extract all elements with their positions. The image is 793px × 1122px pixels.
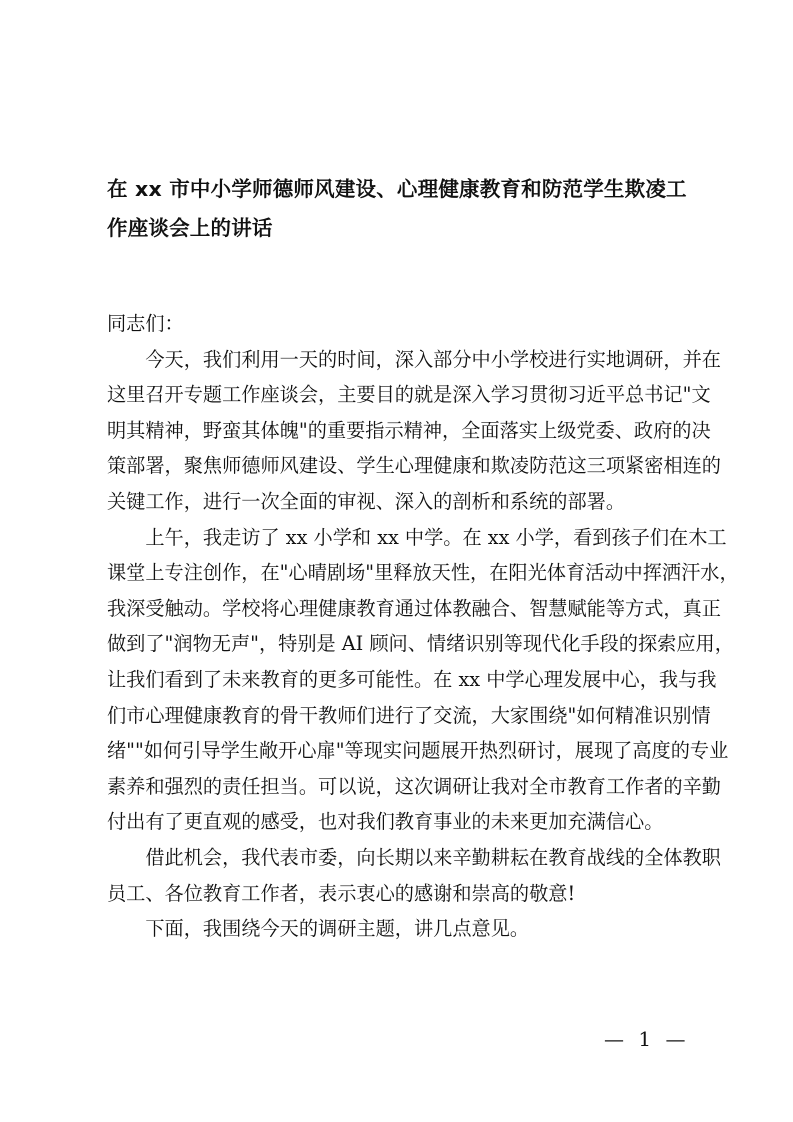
paragraph-line: 我深受触动。学校将心理健康教育通过体教融合、智慧赋能等方式，真正 [107,596,721,620]
paragraph-line: 策部署，聚焦师德师风建设、学生心理健康和欺凌防范这三项紧密相连的 [107,454,721,478]
paragraph [107,520,739,840]
paragraphs [107,342,739,947]
paragraph-line: 素养和强烈的责任担当。可以说，这次调研让我对全市教育工作者的辛勤 [107,774,721,798]
paragraph-line: 明其精神，野蛮其体魄"的重要指示精神，全面落实上级党委、政府的决 [107,418,711,442]
paragraph-line: 课堂上专注创作，在"心晴剧场"里释放天性，在阳光体育活动中挥洒汗水， [107,561,739,585]
document-title [107,170,707,248]
paragraph-line: 下面，我围绕今天的调研主题，讲几点意见。 [107,917,530,941]
page-number: — 1 — [604,1027,690,1051]
paragraph-line: 们市心理健康教育的骨干教师们进行了交流，大家围绕"如何精准识别情 [107,703,711,727]
paragraph-line: 付出有了更直观的感受，也对我们教育事业的未来更加充满信心。 [107,810,664,834]
paragraph-line: 绪""如何引导学生敞开心扉"等现实问题展开热烈研讨，展现了高度的专业 [107,739,729,763]
document-body [107,306,739,947]
title-line: 在 xx 市中小学师德师风建设、心理健康教育和防范学生欺凌工 [107,177,687,201]
title-line: 作座谈会上的讲话 [107,216,273,240]
paragraph-line: 员工、各位教育工作者，表示衷心的感谢和崇高的敬意! [107,881,576,905]
paragraph-line: 借此机会，我代表市委，向长期以来辛勤耕耘在教育战线的全体教职 [107,845,721,869]
paragraph [107,911,699,947]
paragraph-line: 今天，我们利用一天的时间，深入部分中小学校进行实地调研，并在 [107,347,721,371]
paragraph-line: 做到了"润物无声"，特别是 AI 顾问、情绪识别等现代化手段的探索应用， [107,632,734,656]
paragraph-line: 上午，我走访了 xx 小学和 xx 中学。在 xx 小学，看到孩子们在木工 [107,525,727,549]
salutation: 同志们： [107,312,184,335]
paragraph [107,840,721,911]
paragraph-line: 让我们看到了未来教育的更多可能性。在 xx 中学心理发展中心，我与我 [107,667,717,691]
paragraph-line: 关键工作，进行一次全面的审视、深入的剖析和系统的部署。 [107,489,626,513]
paragraph [107,342,721,520]
paragraph-line: 这里召开专题工作座谈会，主要目的就是深入学习贯彻习近平总书记"文 [107,383,711,407]
